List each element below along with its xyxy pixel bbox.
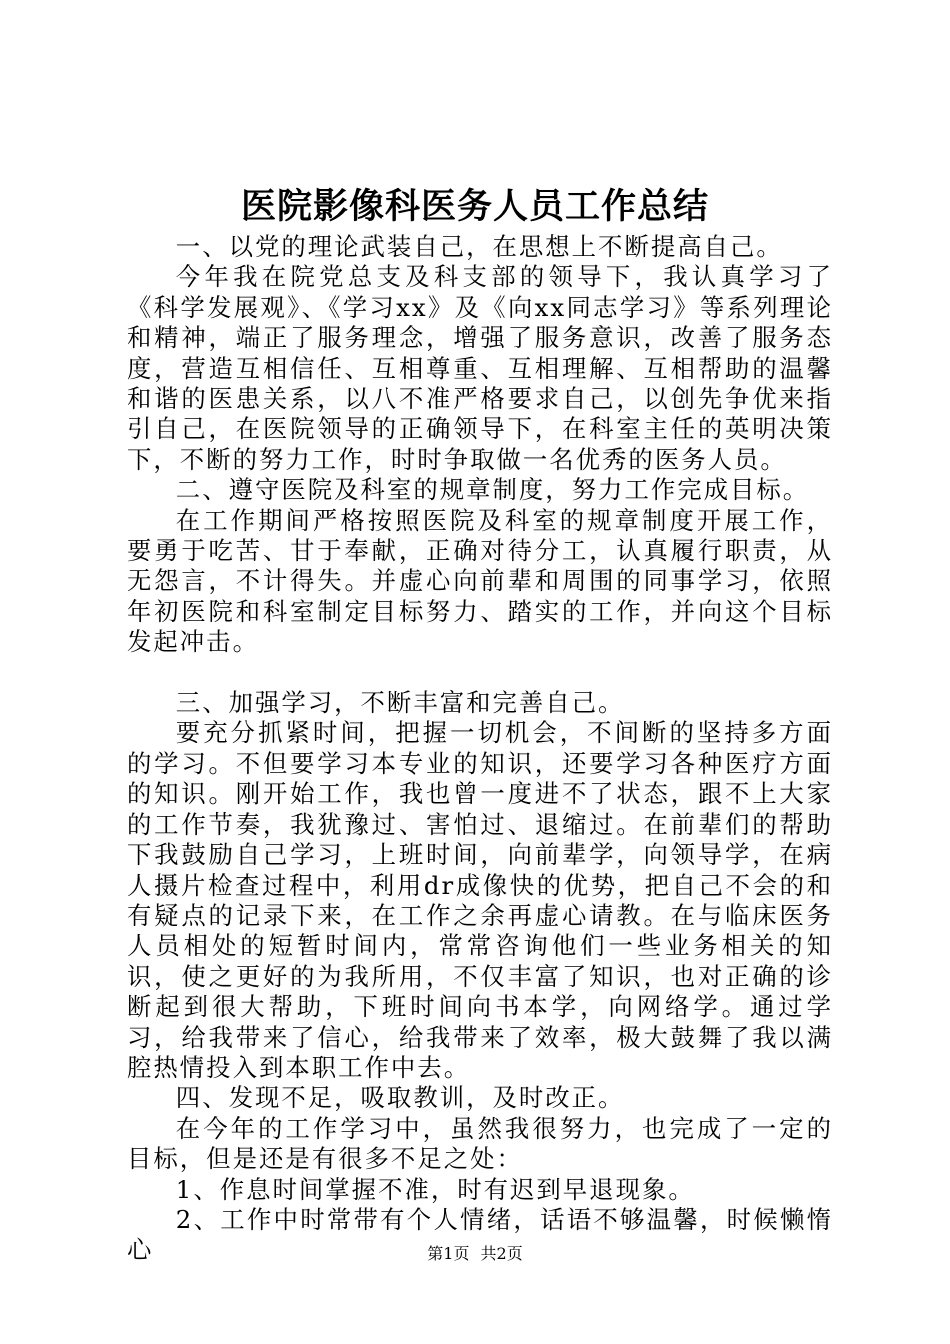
section-heading-4: 四、发现不足，吸取教训，及时改正。 bbox=[175, 1083, 625, 1113]
body-paragraph: 在工作期间严格按照医院及科室的规章制度开展工作，要勇于吃苦、甘于奉献，正确对待分工，认真履行职责，从无怨言，不计得失。并虚心向前辈和周围的同事学习，依照年初医院和科室制定目标努力、踏实的工作，并向这个目标发起冲击。 bbox=[127, 505, 833, 657]
body-paragraph: 要充分抓紧时间，把握一切机会，不间断的坚持多方面的学习。不但要学习本专业的知识，还要学习各种医疗方面的知识。刚开始工作，我也曾一度进不了状态，跟不上大家的工作节奏，我犹豫过、害怕过、退缩过。在前辈们的帮助下我鼓励自己学习，上班时间，向前辈学，向领导学，在病人摄片检查过程中，利用dr成像快的优势，把自己不会的和有疑点的记录下来，在工作之余再虚心请教。在与临床医务人员相处的短暂时间内，常常咨询他们一些业务相关的知识，使之更好的为我所用，不仅丰富了知识，也对正确的诊断起到很大帮助，下班时间向书本学，向网络学。通过学习，给我带来了信心，给我带来了效率，极大鼓舞了我以满腔热情投入到本职工作中去。 bbox=[127, 718, 833, 1082]
list-item: 1、作息时间掌握不准，时有迟到早退现象。 bbox=[175, 1174, 695, 1204]
body-paragraph: 今年我在院党总支及科支部的领导下，我认真学习了《科学发展观》、《学习xx》及《向xx同志学习》等系列理论和精神，端正了服务理念，增强了服务意识，改善了服务态度，营造互相信任、互相尊重、互相理解、互相帮助的温馨和谐的医患关系，以八不准严格要求自己，以创先争优来指引自己，在医院领导的正确领导下，在科室主任的英明决策下，不断的努力工作，时时争取做一名优秀的医务人员。 bbox=[127, 262, 833, 474]
section-heading-3: 三、加强学习，不断丰富和完善自己。 bbox=[175, 688, 625, 718]
body-paragraph: 在今年的工作学习中，虽然我很努力，也完成了一定的目标，但是还是有很多不足之处： bbox=[127, 1113, 833, 1174]
section-heading-2: 二、遵守医院及科室的规章制度，努力工作完成目标。 bbox=[175, 475, 810, 505]
document-title: 医院影像科医务人员工作总结 bbox=[240, 186, 709, 227]
list-item: 2、工作中时常带有个人情绪，话语不够温馨，时候懒惰心 bbox=[127, 1204, 833, 1265]
document-body bbox=[127, 232, 833, 1266]
paragraph-gap bbox=[127, 658, 833, 688]
section-heading-1: 一、以党的理论武装自己，在思想上不断提高自己。 bbox=[175, 232, 783, 261]
page-footer bbox=[0, 1243, 950, 1265]
page-number: 第1页 bbox=[427, 1244, 470, 1263]
page-total: 共2页 bbox=[480, 1244, 523, 1263]
